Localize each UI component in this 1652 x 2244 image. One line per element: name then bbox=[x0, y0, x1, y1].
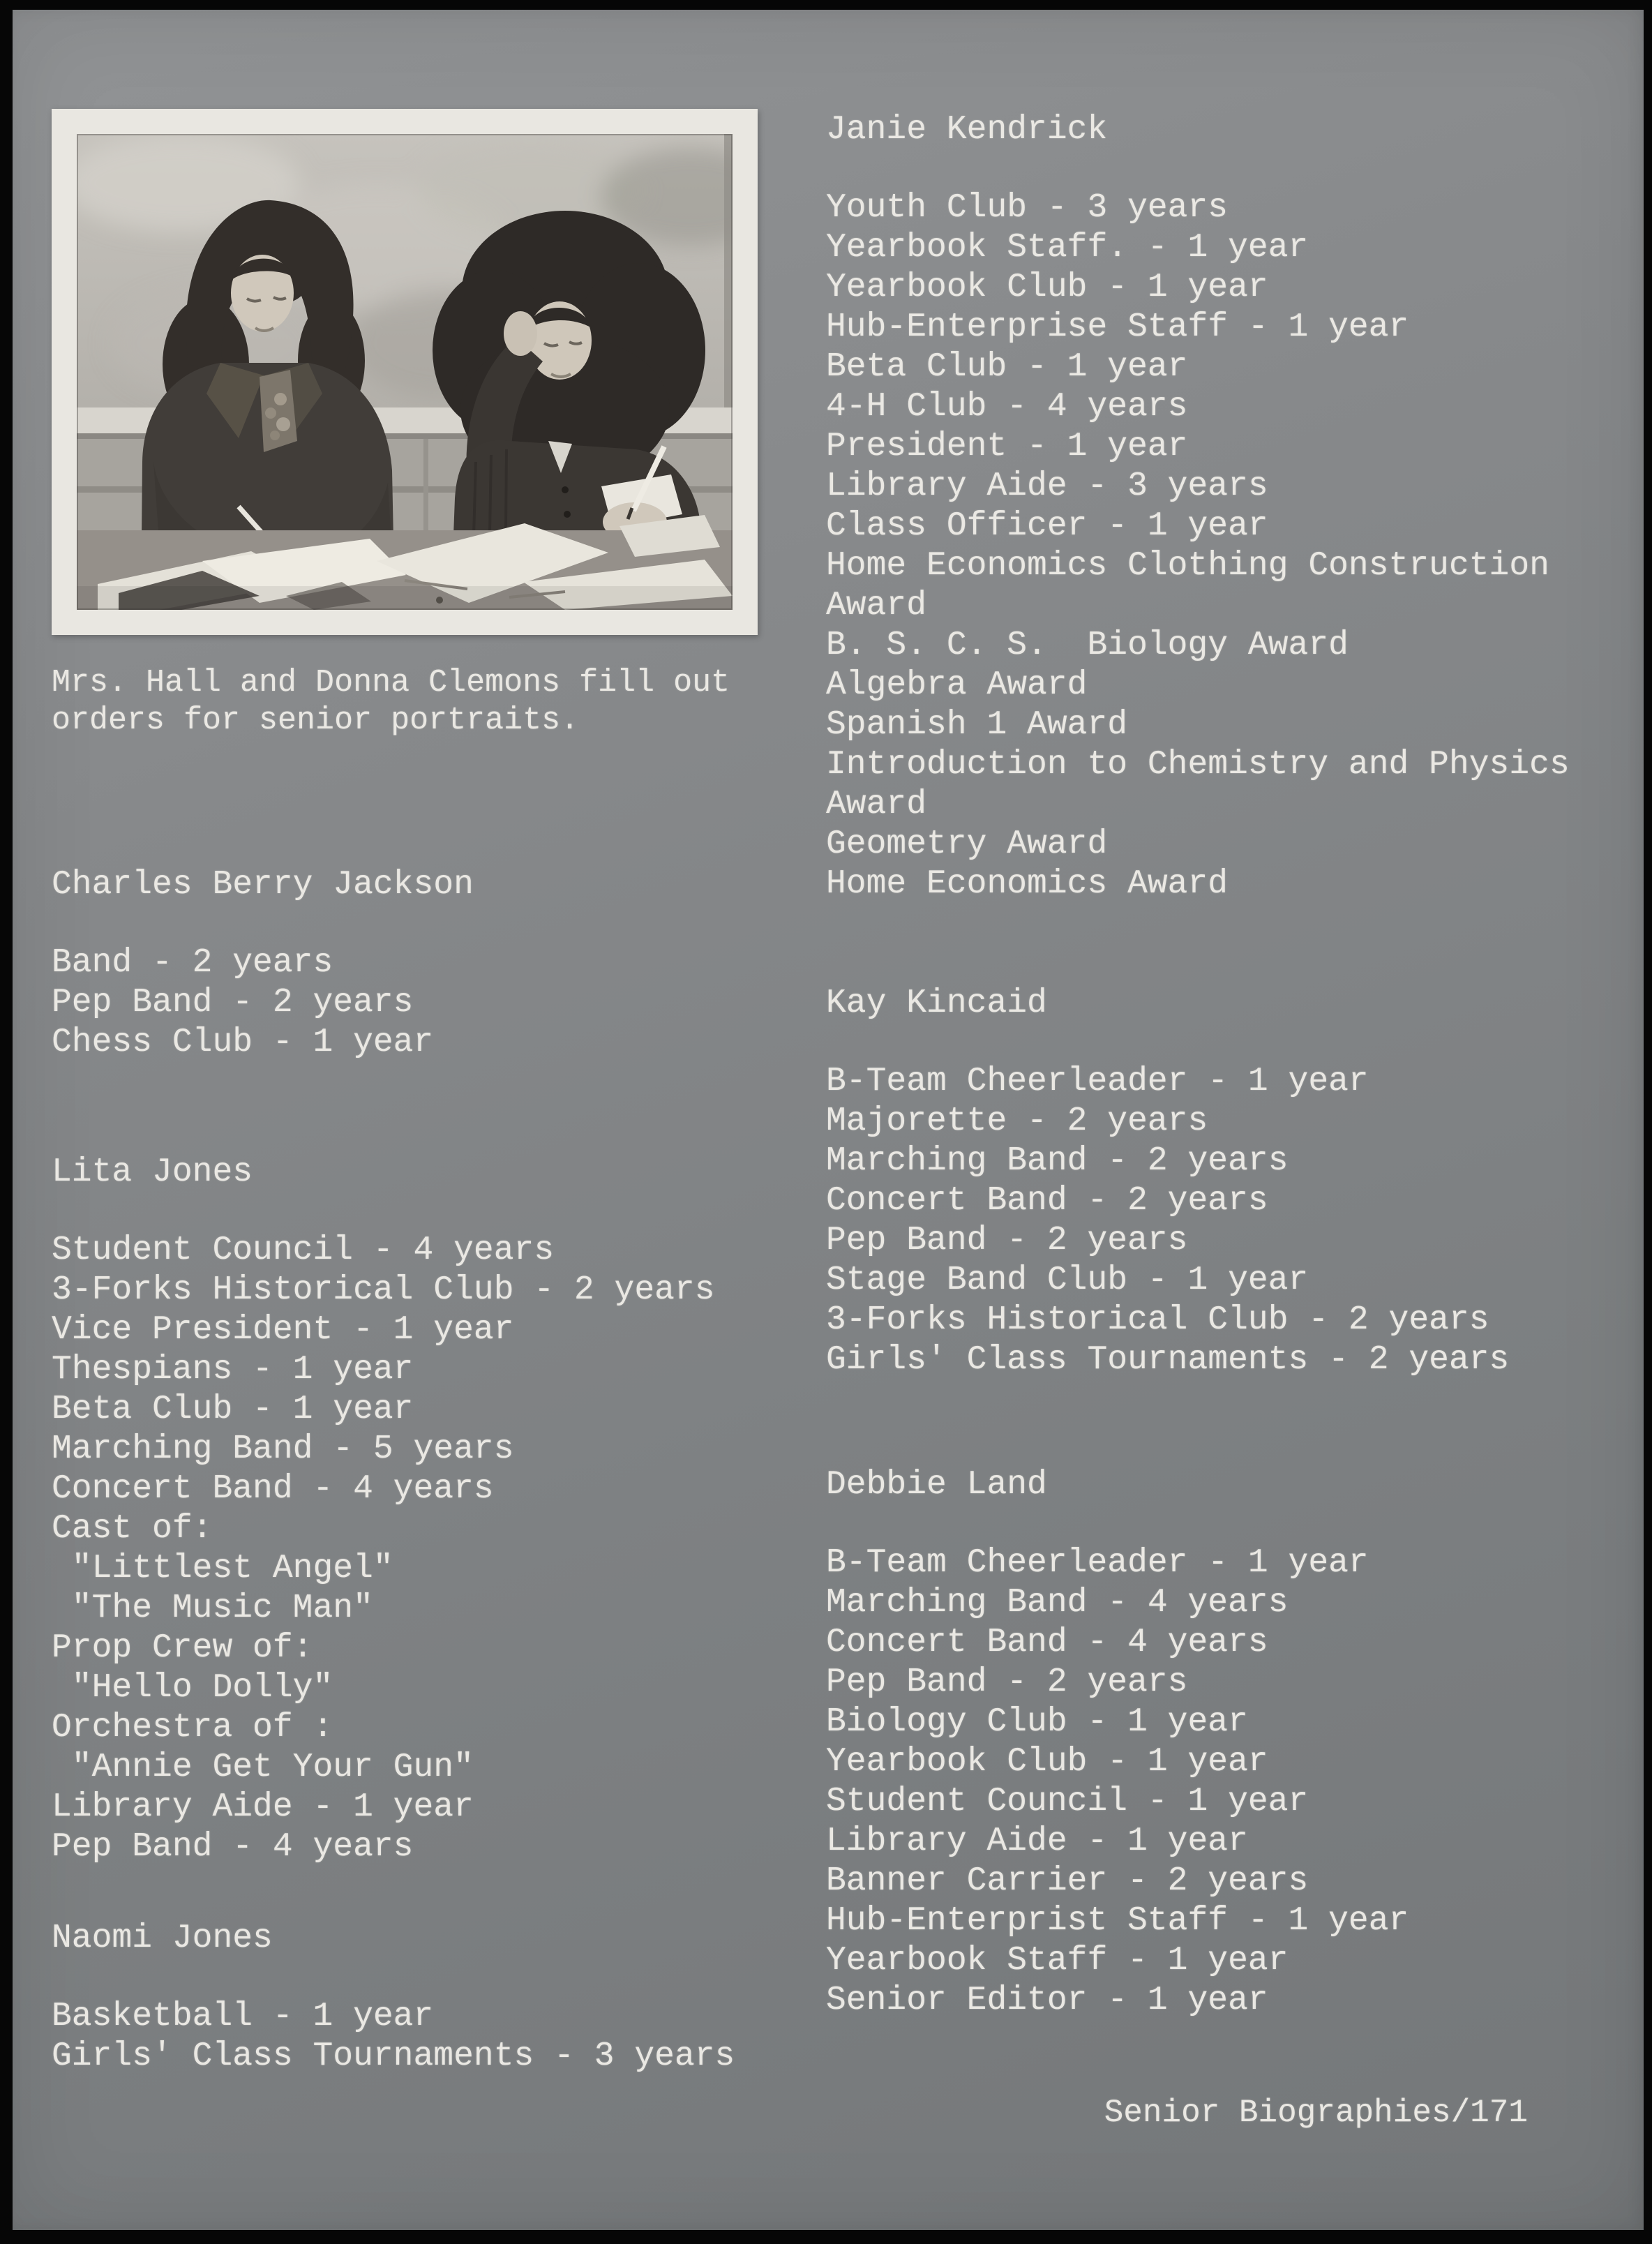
activity-line: Pep Band - 2 years bbox=[52, 984, 414, 1022]
activity-line: Yearbook Club - 1 year bbox=[826, 269, 1268, 306]
activity-line: Youth Club - 3 years bbox=[826, 189, 1229, 227]
activity-line: Chess Club - 1 year bbox=[52, 1024, 434, 1061]
activity-line: Introduction to Chemistry and Physics bbox=[826, 746, 1570, 784]
activity-list bbox=[826, 188, 1570, 904]
page-paper bbox=[13, 10, 1644, 2230]
student-name: Kay Kincaid bbox=[826, 985, 1047, 1022]
activity-line: Geometry Award bbox=[826, 825, 1108, 863]
activity-line: Concert Band - 4 years bbox=[826, 1624, 1268, 1661]
activity-line: Algebra Award bbox=[826, 666, 1088, 704]
student-name: Lita Jones bbox=[52, 1153, 253, 1191]
bio-section-lita-jones bbox=[52, 1153, 715, 1867]
activity-list bbox=[52, 1231, 715, 1867]
activity-line: Student Council - 4 years bbox=[52, 1232, 555, 1269]
activity-list bbox=[52, 943, 474, 1063]
activity-line: Award bbox=[826, 587, 927, 624]
activity-line: Student Council - 1 year bbox=[826, 1783, 1309, 1820]
classroom-photo bbox=[77, 134, 733, 610]
bio-section-debbie-land bbox=[826, 1465, 1409, 2021]
activity-line: Library Aide - 1 year bbox=[52, 1788, 474, 1826]
activity-line: Girls' Class Tournaments - 2 years bbox=[826, 1341, 1510, 1379]
activity-line: Basketball - 1 year bbox=[52, 1998, 434, 2035]
activity-line: Orchestra of : bbox=[52, 1709, 333, 1746]
activity-line: Beta Club - 1 year bbox=[826, 348, 1188, 386]
activity-line: 3-Forks Historical Club - 2 years bbox=[826, 1301, 1489, 1339]
activity-list bbox=[52, 1997, 735, 2077]
activity-line: Marching Band - 2 years bbox=[826, 1142, 1289, 1180]
activity-line: Thespians - 1 year bbox=[52, 1351, 414, 1389]
student-name: Janie Kendrick bbox=[826, 111, 1108, 149]
activity-line: Pep Band - 2 years bbox=[826, 1663, 1188, 1701]
activity-line: Yearbook Staff. - 1 year bbox=[826, 229, 1309, 267]
caption-line: orders for senior portraits. bbox=[52, 703, 580, 738]
photo-caption bbox=[52, 664, 805, 740]
activity-line: Yearbook Staff - 1 year bbox=[826, 1942, 1289, 1980]
activity-line: President - 1 year bbox=[826, 428, 1188, 465]
activity-line: Marching Band - 4 years bbox=[826, 1584, 1289, 1622]
activity-line: "Annie Get Your Gun" bbox=[52, 1749, 474, 1786]
bio-section-kay-kincaid bbox=[826, 984, 1509, 1380]
activity-line: 3-Forks Historical Club - 2 years bbox=[52, 1271, 715, 1309]
activity-line: Yearbook Club - 1 year bbox=[826, 1743, 1268, 1781]
activity-line: Hub-Enterprise Staff - 1 year bbox=[826, 308, 1409, 346]
student-name: Naomi Jones bbox=[52, 1920, 273, 1957]
activity-line: Award bbox=[826, 786, 927, 823]
activity-line: Girls' Class Tournaments - 3 years bbox=[52, 2037, 735, 2075]
activity-line: Biology Club - 1 year bbox=[826, 1703, 1248, 1741]
activity-line: Library Aide - 3 years bbox=[826, 468, 1268, 505]
activity-line: Hub-Enterprist Staff - 1 year bbox=[826, 1902, 1409, 1940]
bio-section-janie-kendrick bbox=[826, 110, 1570, 904]
student-name: Charles Berry Jackson bbox=[52, 866, 474, 904]
activity-line: "Littlest Angel" bbox=[52, 1550, 393, 1587]
activity-line: "The Music Man" bbox=[52, 1590, 373, 1627]
activity-line: Band - 2 years bbox=[52, 944, 333, 982]
activity-line: 4-H Club - 4 years bbox=[826, 388, 1188, 426]
activity-line: Pep Band - 4 years bbox=[52, 1828, 414, 1866]
activity-line: B-Team Cheerleader - 1 year bbox=[826, 1544, 1369, 1582]
activity-line: Home Economics Award bbox=[826, 865, 1229, 903]
activity-line: Home Economics Clothing Construction bbox=[826, 547, 1549, 585]
activity-line: Concert Band - 2 years bbox=[826, 1182, 1268, 1220]
activity-line: Prop Crew of: bbox=[52, 1629, 313, 1667]
activity-line: Marching Band - 5 years bbox=[52, 1430, 514, 1468]
activity-line: Concert Band - 4 years bbox=[52, 1470, 494, 1508]
activity-list bbox=[826, 1543, 1409, 2021]
photo-frame bbox=[52, 109, 758, 635]
activity-line: Pep Band - 2 years bbox=[826, 1222, 1188, 1259]
caption-line: Mrs. Hall and Donna Clemons fill out bbox=[52, 665, 730, 701]
activity-line: "Hello Dolly" bbox=[52, 1669, 333, 1707]
activity-line: Beta Club - 1 year bbox=[52, 1391, 414, 1428]
activity-line: Class Officer - 1 year bbox=[826, 507, 1268, 545]
page-footer: Senior Biographies/171 bbox=[1104, 2095, 1528, 2131]
activity-line: Majorette - 2 years bbox=[826, 1102, 1208, 1140]
activity-list bbox=[826, 1062, 1509, 1380]
activity-line: B. S. C. S. Biology Award bbox=[826, 627, 1349, 664]
activity-line: Spanish 1 Award bbox=[826, 706, 1128, 744]
bio-section-charles-berry-jackson bbox=[52, 865, 474, 1063]
activity-line: Library Aide - 1 year bbox=[826, 1823, 1248, 1860]
activity-line: Senior Editor - 1 year bbox=[826, 1982, 1268, 2019]
activity-line: Vice President - 1 year bbox=[52, 1311, 514, 1349]
activity-line: Stage Band Club - 1 year bbox=[826, 1262, 1309, 1299]
activity-line: Cast of: bbox=[52, 1510, 213, 1548]
bio-section-naomi-jones bbox=[52, 1919, 735, 2077]
activity-line: Banner Carrier - 2 years bbox=[826, 1862, 1309, 1900]
student-name: Debbie Land bbox=[826, 1466, 1047, 1504]
activity-line: B-Team Cheerleader - 1 year bbox=[826, 1063, 1369, 1100]
